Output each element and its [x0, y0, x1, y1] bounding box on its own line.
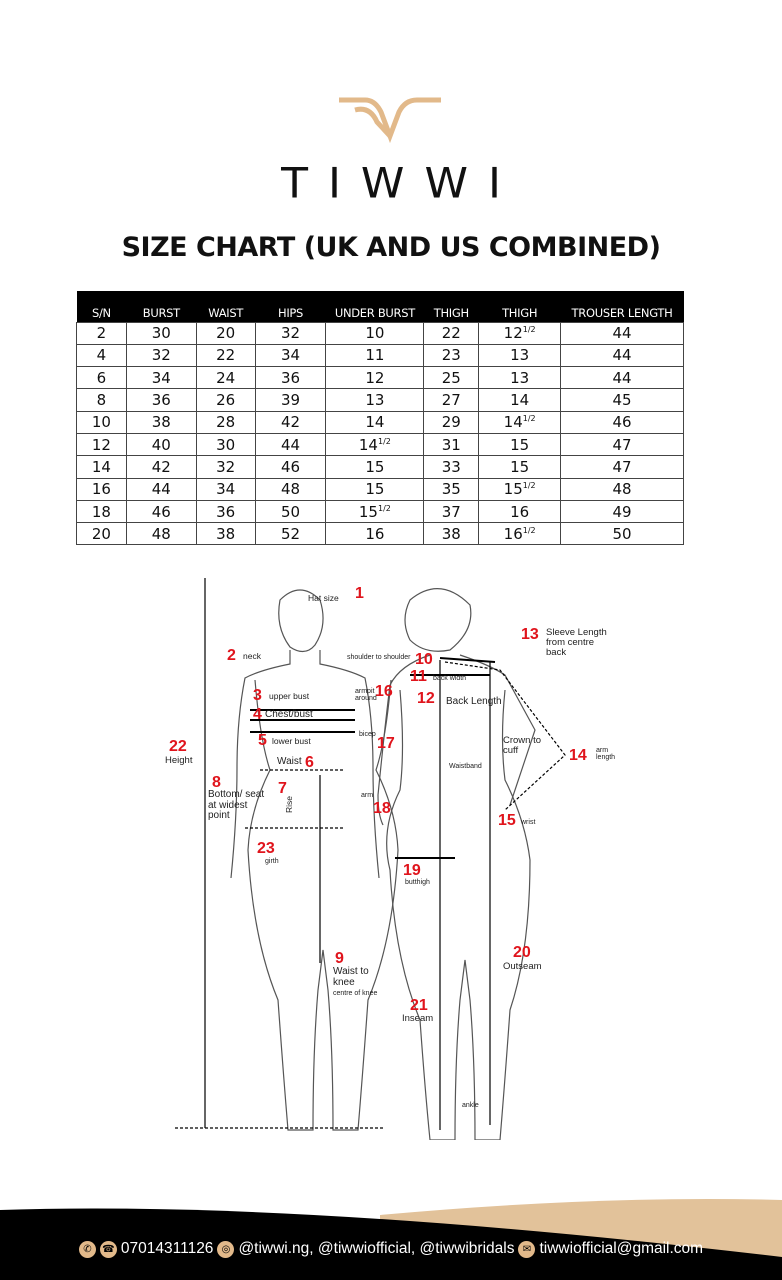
table-cell: 28 — [196, 411, 255, 433]
label-6-number: 6 — [305, 754, 314, 771]
table-row — [77, 478, 684, 500]
column-header: WAIST — [196, 291, 255, 322]
label-21-text: Inseam — [402, 1013, 434, 1024]
table-cell: 36 — [126, 389, 196, 411]
label-1-number: 1 — [355, 585, 364, 602]
table-cell: 2 — [77, 322, 127, 344]
table-cell: 16 — [479, 500, 561, 522]
table-cell — [479, 478, 561, 500]
label-23-number: 23 — [257, 840, 275, 857]
fraction: 1/2 — [522, 481, 536, 491]
table-cell: 38 — [126, 411, 196, 433]
label-15-number: 15 — [498, 812, 516, 829]
table-cell: 44 — [561, 367, 684, 389]
label-16-number: 16 — [375, 683, 393, 700]
cell-value: 15 — [503, 480, 523, 499]
table-row — [77, 322, 684, 344]
label-19-number: 19 — [403, 862, 421, 879]
table-cell: 13 — [479, 344, 561, 366]
table-row — [77, 500, 684, 522]
label-20-number: 20 — [513, 944, 531, 961]
column-header: BURST — [126, 291, 196, 322]
ankle-text: ankle — [462, 1102, 479, 1109]
table-cell: 32 — [196, 456, 255, 478]
table-cell: 48 — [126, 523, 196, 545]
table-row — [77, 456, 684, 478]
table-cell: 44 — [126, 478, 196, 500]
column-header: THIGH — [479, 291, 561, 322]
table-cell: 34 — [126, 367, 196, 389]
label-14-number: 14 — [569, 747, 587, 764]
cell-value: 15 — [358, 502, 378, 521]
label-15-text: wrist — [521, 819, 536, 826]
table-cell: 14 — [77, 456, 127, 478]
table-cell: 44 — [561, 344, 684, 366]
column-header: THIGH — [424, 291, 479, 322]
email-address[interactable]: tiwwiofficial@gmail.com — [539, 1240, 704, 1257]
fraction: 1/2 — [522, 414, 536, 424]
fraction: 1/2 — [377, 503, 391, 513]
brand-name: TIWWI — [281, 159, 521, 208]
table-cell: 47 — [561, 456, 684, 478]
label-17-text: bicep — [359, 731, 376, 738]
table-row — [77, 389, 684, 411]
table-cell: 32 — [255, 322, 326, 344]
table-row — [77, 411, 684, 433]
label-8-text: Bottom/ seat at widest point — [208, 789, 265, 821]
table-cell: 37 — [424, 500, 479, 522]
table-cell: 15 — [326, 478, 424, 500]
label-2-text: neck — [243, 651, 261, 661]
label-4-number: 4 — [253, 706, 262, 723]
table-cell: 29 — [424, 411, 479, 433]
table-cell: 35 — [424, 478, 479, 500]
table-cell: 4 — [77, 344, 127, 366]
label-16-text: armpit around — [355, 688, 377, 703]
table-cell: 40 — [126, 433, 196, 455]
label-2-number: 2 — [227, 647, 236, 664]
table-row — [77, 433, 684, 455]
table-cell: 13 — [326, 389, 424, 411]
table-cell: 48 — [255, 478, 326, 500]
label-22-number: 22 — [169, 738, 187, 755]
table-cell: 33 — [424, 456, 479, 478]
crown-to-cuff-text: Crown to cuff — [503, 735, 542, 756]
label-14-text: arm length — [596, 747, 616, 762]
table-cell: 24 — [196, 367, 255, 389]
table-cell: 42 — [255, 411, 326, 433]
table-cell: 16 — [326, 523, 424, 545]
table-cell — [326, 500, 424, 522]
phone-icon: ☎ — [100, 1241, 117, 1258]
table-cell: 30 — [126, 322, 196, 344]
column-header: TROUSER LENGTH — [561, 291, 684, 322]
label-13-text: Sleeve Length from centre back — [546, 627, 607, 658]
table-cell: 50 — [255, 500, 326, 522]
table-cell: 18 — [77, 500, 127, 522]
waistband-text: Waistband — [449, 763, 482, 770]
table-cell — [326, 433, 424, 455]
label-9-text: Waist to knee — [333, 966, 369, 988]
table-cell: 44 — [255, 433, 326, 455]
table-cell: 34 — [196, 478, 255, 500]
table-cell: 20 — [196, 322, 255, 344]
table-cell — [479, 322, 561, 344]
table-cell: 30 — [196, 433, 255, 455]
table-cell: 46 — [126, 500, 196, 522]
cell-value: 12 — [503, 324, 523, 343]
label-5-text: lower bust — [272, 736, 311, 746]
table-cell: 52 — [255, 523, 326, 545]
label-22-text: Height — [165, 755, 193, 766]
table-cell: 46 — [255, 456, 326, 478]
social-handles[interactable]: @tiwwi.ng, @tiwwiofficial, @tiwwibridals — [238, 1240, 515, 1257]
label-17-number: 17 — [377, 735, 395, 752]
table-row — [77, 344, 684, 366]
table-cell: 25 — [424, 367, 479, 389]
table-cell: 32 — [126, 344, 196, 366]
table-cell: 45 — [561, 389, 684, 411]
label-13-number: 13 — [521, 626, 539, 643]
fraction: 1/2 — [522, 325, 536, 335]
table-cell: 11 — [326, 344, 424, 366]
label-19-text: butthigh — [405, 879, 430, 886]
footer-band — [0, 1195, 782, 1280]
table-cell: 48 — [561, 478, 684, 500]
instagram-icon: ◎ — [217, 1241, 234, 1258]
table-cell: 47 — [561, 433, 684, 455]
table-cell: 22 — [196, 344, 255, 366]
label-18-text: arm — [361, 792, 374, 799]
table-cell: 23 — [424, 344, 479, 366]
table-cell: 12 — [77, 433, 127, 455]
cell-value: 14 — [358, 435, 378, 454]
table-cell: 26 — [196, 389, 255, 411]
table-cell: 15 — [326, 456, 424, 478]
label-21-number: 21 — [410, 997, 428, 1014]
brand-logo — [335, 92, 445, 144]
size-table — [76, 291, 684, 545]
table-cell: 14 — [326, 411, 424, 433]
table-cell: 14 — [479, 389, 561, 411]
table-cell: 36 — [255, 367, 326, 389]
table-cell: 6 — [77, 367, 127, 389]
table-cell: 46 — [561, 411, 684, 433]
column-header: UNDER BURST — [326, 291, 424, 322]
label-12-text: Back Length — [446, 696, 502, 707]
page-title: SIZE CHART (UK AND US COMBINED) — [121, 232, 661, 263]
table-cell: 12 — [326, 367, 424, 389]
table-cell: 27 — [424, 389, 479, 411]
label-23-text: girth — [265, 858, 279, 865]
table-cell: 44 — [561, 322, 684, 344]
fraction: 1/2 — [522, 525, 536, 535]
label-11-number: 11 — [410, 668, 427, 685]
table-cell: 50 — [561, 523, 684, 545]
table-cell: 42 — [126, 456, 196, 478]
table-cell: 36 — [196, 500, 255, 522]
cell-value: 14 — [503, 413, 523, 432]
table-cell: 38 — [196, 523, 255, 545]
table-cell: 15 — [479, 433, 561, 455]
label-12-number: 12 — [417, 690, 435, 707]
table-cell — [479, 523, 561, 545]
table-cell: 39 — [255, 389, 326, 411]
label-6-text: Waist — [277, 756, 302, 767]
label-7-number: 7 — [278, 780, 287, 797]
label-3-number: 3 — [253, 687, 262, 704]
label-1-text: Hat size — [308, 593, 339, 603]
label-10-text: shoulder to shoulder — [347, 654, 411, 661]
table-cell: 22 — [424, 322, 479, 344]
table-cell: 10 — [77, 411, 127, 433]
email-icon: ✉ — [518, 1241, 535, 1258]
fraction: 1/2 — [377, 436, 391, 446]
table-cell: 8 — [77, 389, 127, 411]
label-11-text: back width — [433, 675, 467, 682]
table-cell: 34 — [255, 344, 326, 366]
column-header: S/N — [77, 291, 127, 322]
label-9-number: 9 — [335, 950, 344, 967]
table-cell: 49 — [561, 500, 684, 522]
table-cell: 38 — [424, 523, 479, 545]
label-10-number: 10 — [415, 651, 433, 668]
contact-bar — [0, 1240, 782, 1258]
label-18-number: 18 — [373, 800, 391, 817]
knee-text: centre of knee — [333, 990, 378, 997]
table-cell: 10 — [326, 322, 424, 344]
cell-value: 16 — [503, 524, 523, 543]
table-cell: 20 — [77, 523, 127, 545]
label-5-number: 5 — [258, 732, 267, 749]
table-cell: 15 — [479, 456, 561, 478]
label-8-number: 8 — [212, 774, 221, 791]
whatsapp-icon: ✆ — [79, 1241, 96, 1258]
label-20-text: Outseam — [503, 961, 542, 972]
table-row — [77, 367, 684, 389]
label-4-text: Chest/bust — [265, 709, 313, 720]
table-cell — [479, 411, 561, 433]
table-cell: 13 — [479, 367, 561, 389]
label-3-text: upper bust — [269, 691, 310, 701]
table-cell: 16 — [77, 478, 127, 500]
phone-number[interactable]: 07014311126 — [120, 1240, 214, 1257]
column-header: HIPS — [255, 291, 326, 322]
label-7-text: Rise — [284, 795, 295, 813]
body-measurement-diagram — [165, 570, 620, 1140]
table-cell: 31 — [424, 433, 479, 455]
table-row — [77, 523, 684, 545]
